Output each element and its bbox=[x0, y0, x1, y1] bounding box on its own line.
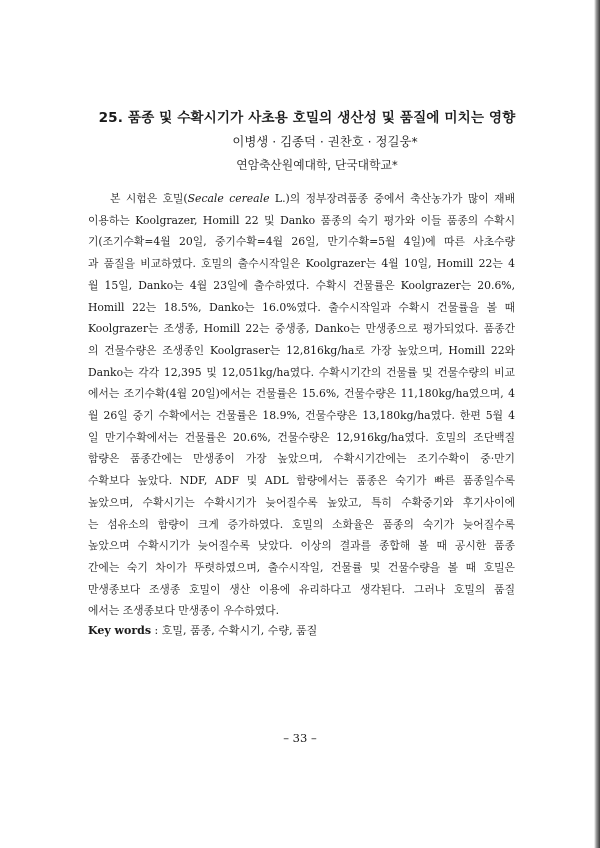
abstract-line: 함량은 품종간에는 만생종이 가장 높았으며, 수확시기간에는 조기수확이 중·만기 bbox=[88, 452, 515, 466]
keywords-line bbox=[88, 622, 518, 640]
abstract-line: 의 건물수량은 조생종인 Koolgraser는 12,816kg/ha로 가장 높았으며, Homill 22와 bbox=[88, 343, 515, 357]
abstract-line: 일 만기수확에서는 건물률은 20.6%, 건물수량은 12,916kg/ha였다. 호밀의 조단백질 bbox=[88, 430, 515, 444]
page-number: – 33 – bbox=[283, 731, 317, 745]
abstract-line: 높았으며, 수확시기는 수확시기가 늦어질수록 높았고, 특히 수확중기와 후기사이에 bbox=[88, 495, 515, 509]
affiliation-list: 연암축산원예대학, 단국대학교* bbox=[236, 158, 398, 172]
abstract-line: 본 시험은 호밀(Secale cereale L.)의 정부장려품종 중에서 축산농가가 많이 재배 bbox=[110, 192, 516, 205]
abstract-body bbox=[88, 188, 515, 622]
abstract-line: 에서는 조생종보다 만생종이 우수하였다. bbox=[88, 604, 280, 618]
abstract-line: 기(조기수확=4월 20일, 중기수확=4월 26일, 만기수확=5월 4일)에 따른 사초수량 bbox=[88, 235, 515, 249]
abstract-line: 높았으며 수확시기가 늦어질수록 낮았다. 이상의 결과를 종합해 볼 때 공시한 품종 bbox=[88, 539, 515, 553]
author-list: 이병생 · 김종덕 · 권찬호 · 정길웅* bbox=[232, 134, 418, 149]
abstract-line: 과 품질을 비교하였다. 호밀의 출수시작일은 Koolgrazer는 4월 10일, Homill 22는 4 bbox=[88, 257, 515, 271]
abstract-line: 는 섬유소의 함량이 크게 증가하였다. 호밀의 소화율은 품종의 숙기가 늦어질수록 bbox=[88, 517, 515, 531]
abstract-line: 수확보다 높았다. NDF, ADF 및 ADL 함량에서는 품종은 숙기가 빠른 품종일수록 bbox=[88, 474, 515, 488]
abstract-line: 에서는 조기수확(4월 20일)에서는 건물률은 15.6%, 건물수량은 11,180kg/ha였으며, 4 bbox=[88, 387, 515, 401]
abstract-line: Danko는 각각 12,395 및 12,051kg/ha였다. 수확시기간의 건물률 및 건물수량의 비교 bbox=[88, 365, 515, 379]
paper-title: 25. 품종 및 수확시기가 사초용 호밀의 생산성 및 품질에 미치는 영향 bbox=[98, 110, 516, 126]
abstract-line: 만생종보다 조생종 호밀이 생산 이용에 유리하다고 생각된다. 그러나 호밀의 품질 bbox=[88, 582, 515, 596]
keywords-terms: 호밀, 품종, 수확시기, 수량, 품질 bbox=[161, 624, 318, 637]
keywords-separator: : bbox=[151, 624, 162, 637]
abstract-line: 월 15일, Danko는 4월 23일에 출수하였다. 수확시 건물률은 Koolgrazer는 20.6%, bbox=[88, 278, 515, 292]
keywords-label: Key words bbox=[88, 624, 152, 637]
scientific-name: Secale cereale bbox=[187, 192, 270, 205]
paper-header bbox=[0, 106, 600, 176]
abstract-line: Koolgrazer는 조생종, Homill 22는 중생종, Danko는 만생종으로 평가되었다. 품종간 bbox=[88, 322, 515, 336]
abstract-line: 월 26일 중기 수확에서는 건물률은 18.9%, 건물수량은 13,180kg/ha였다. 한편 5월 4 bbox=[88, 409, 515, 423]
abstract-line: 이용하는 Koolgrazer, Homill 22 및 Danko 품종의 숙기 평가와 이들 품종의 수확시 bbox=[88, 213, 515, 227]
abstract-line: Homill 22는 18.5%, Danko는 16.0%였다. 출수시작일과 수확시 건물률을 볼 때 bbox=[88, 300, 515, 314]
abstract-line: 간에는 숙기 차이가 뚜렷하였으며, 출수시작일, 건물률 및 건물수량을 볼 때 호밀은 bbox=[88, 560, 515, 574]
